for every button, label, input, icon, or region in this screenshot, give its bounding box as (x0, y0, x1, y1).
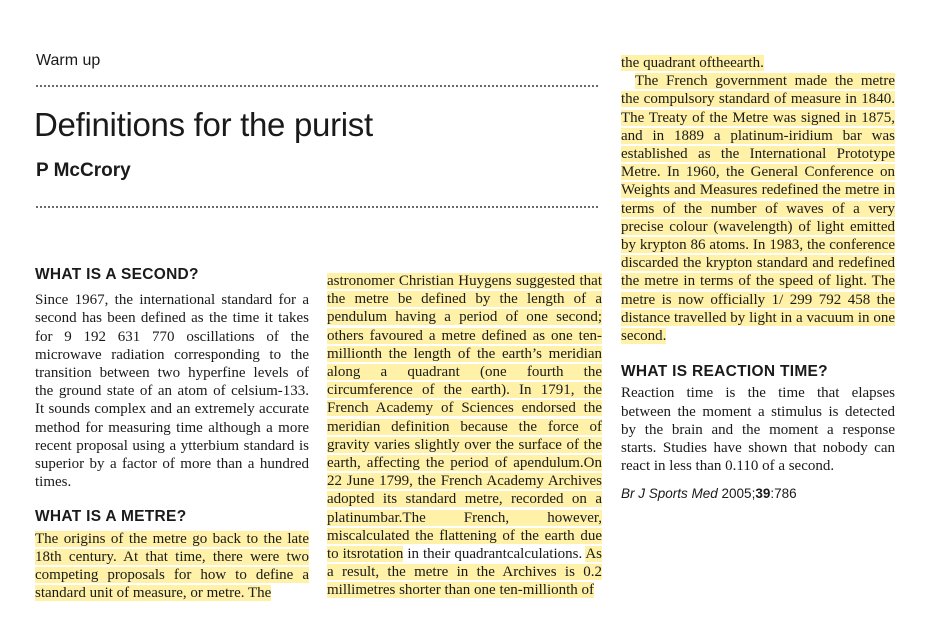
highlight: the quadrant oftheearth. (621, 55, 764, 71)
citation-pages: :786 (770, 486, 797, 502)
text-run: in their quadrantcalculations. (403, 546, 586, 563)
dotted-rule-top (36, 85, 598, 87)
second-body: Since 1967, the international standard for a second has been defined as the time it takes for 9 192 631 770 oscillations of the microwave radiation corresponding to the transition between two hyperfine levels of the ground state of an atom of celsium-133. It sounds complex and an extremely accurate method for measuring time although a more recent proposal using a ytterbium standard is superior by a factor of more than a hundred times. (35, 292, 309, 491)
highlight: The French, however, miscalculated the flattening of the earth due to itsrotation (327, 509, 602, 563)
dotted-rule-author (36, 206, 598, 208)
highlight: As a result, the metre in the Archives is 0.2 millimetres shorter than one ten-millionth of (327, 546, 602, 599)
heading-reaction: WHAT IS REACTION TIME? (621, 363, 828, 381)
metre-para-1-end (621, 54, 895, 72)
citation (621, 485, 895, 503)
citation-volume: 39 (755, 486, 771, 502)
highlight: The origins of the metre go back to the late (35, 530, 309, 547)
article-title: Definitions for the purist (34, 106, 373, 143)
metre-para-2 (621, 72, 895, 345)
highlight: On 22 June 1799, the French Academy Archives adopted its standard metre, recorded on a platinumbar. (327, 455, 602, 526)
section-label: Warm up (36, 52, 101, 69)
highlight: The Treaty of the Metre was signed in 1875, and in 1889 a platinum-iridium bar was established as the International Prototype Metre. In 1960, the General Conference on Weights and Measures redefined the metre in terms of the number of waves of a very precise colour (wavelength) of light emitted by krypton 86 atoms. In 1983, the conference discarded the krypton standard and redefined the metre in terms of the speed of light. The metre is now officially 1/ 299 792 458 the distance travelled by light in a vacuum in one second. (621, 109, 895, 345)
metre-para-1-start (35, 530, 309, 603)
reaction-body: Reaction time is the time that elapses between the moment a stimulus is detected by the brain and the moment a response starts. Studies have shown that nobody can react in less than 0.110 of a second. (621, 385, 895, 475)
column-1 (35, 266, 309, 602)
citation-year: 2005; (717, 486, 756, 502)
column-2 (327, 272, 602, 600)
metre-para-1-cont (327, 272, 602, 600)
citation-journal: Br J Sports Med (621, 486, 718, 502)
article-author: P McCrory (36, 160, 131, 181)
highlight: astronomer Christian Huygens suggested that the metre be defined by the length of a pendulum having a period of one second; others favoured a metre defined as one ten-millionth the length of the earth’s meridian along a quadrant (one fourth the circumference of the earth). In 1791, the French Academy of Sciences endorsed the meridian definition because the force of gravity varies slightly over the surface of the earth, affecting the period of apendulum. (327, 273, 602, 472)
column-3 (621, 54, 895, 504)
heading-second: WHAT IS A SECOND? (35, 266, 199, 283)
highlight: The French government made the metre the compulsory standard of measure in 1840. (621, 73, 895, 108)
highlight: 18th century. At that time, there were two competing proposals for how to define a standard unit of measure, or metre. The (35, 548, 309, 602)
heading-metre: WHAT IS A METRE? (35, 508, 187, 526)
